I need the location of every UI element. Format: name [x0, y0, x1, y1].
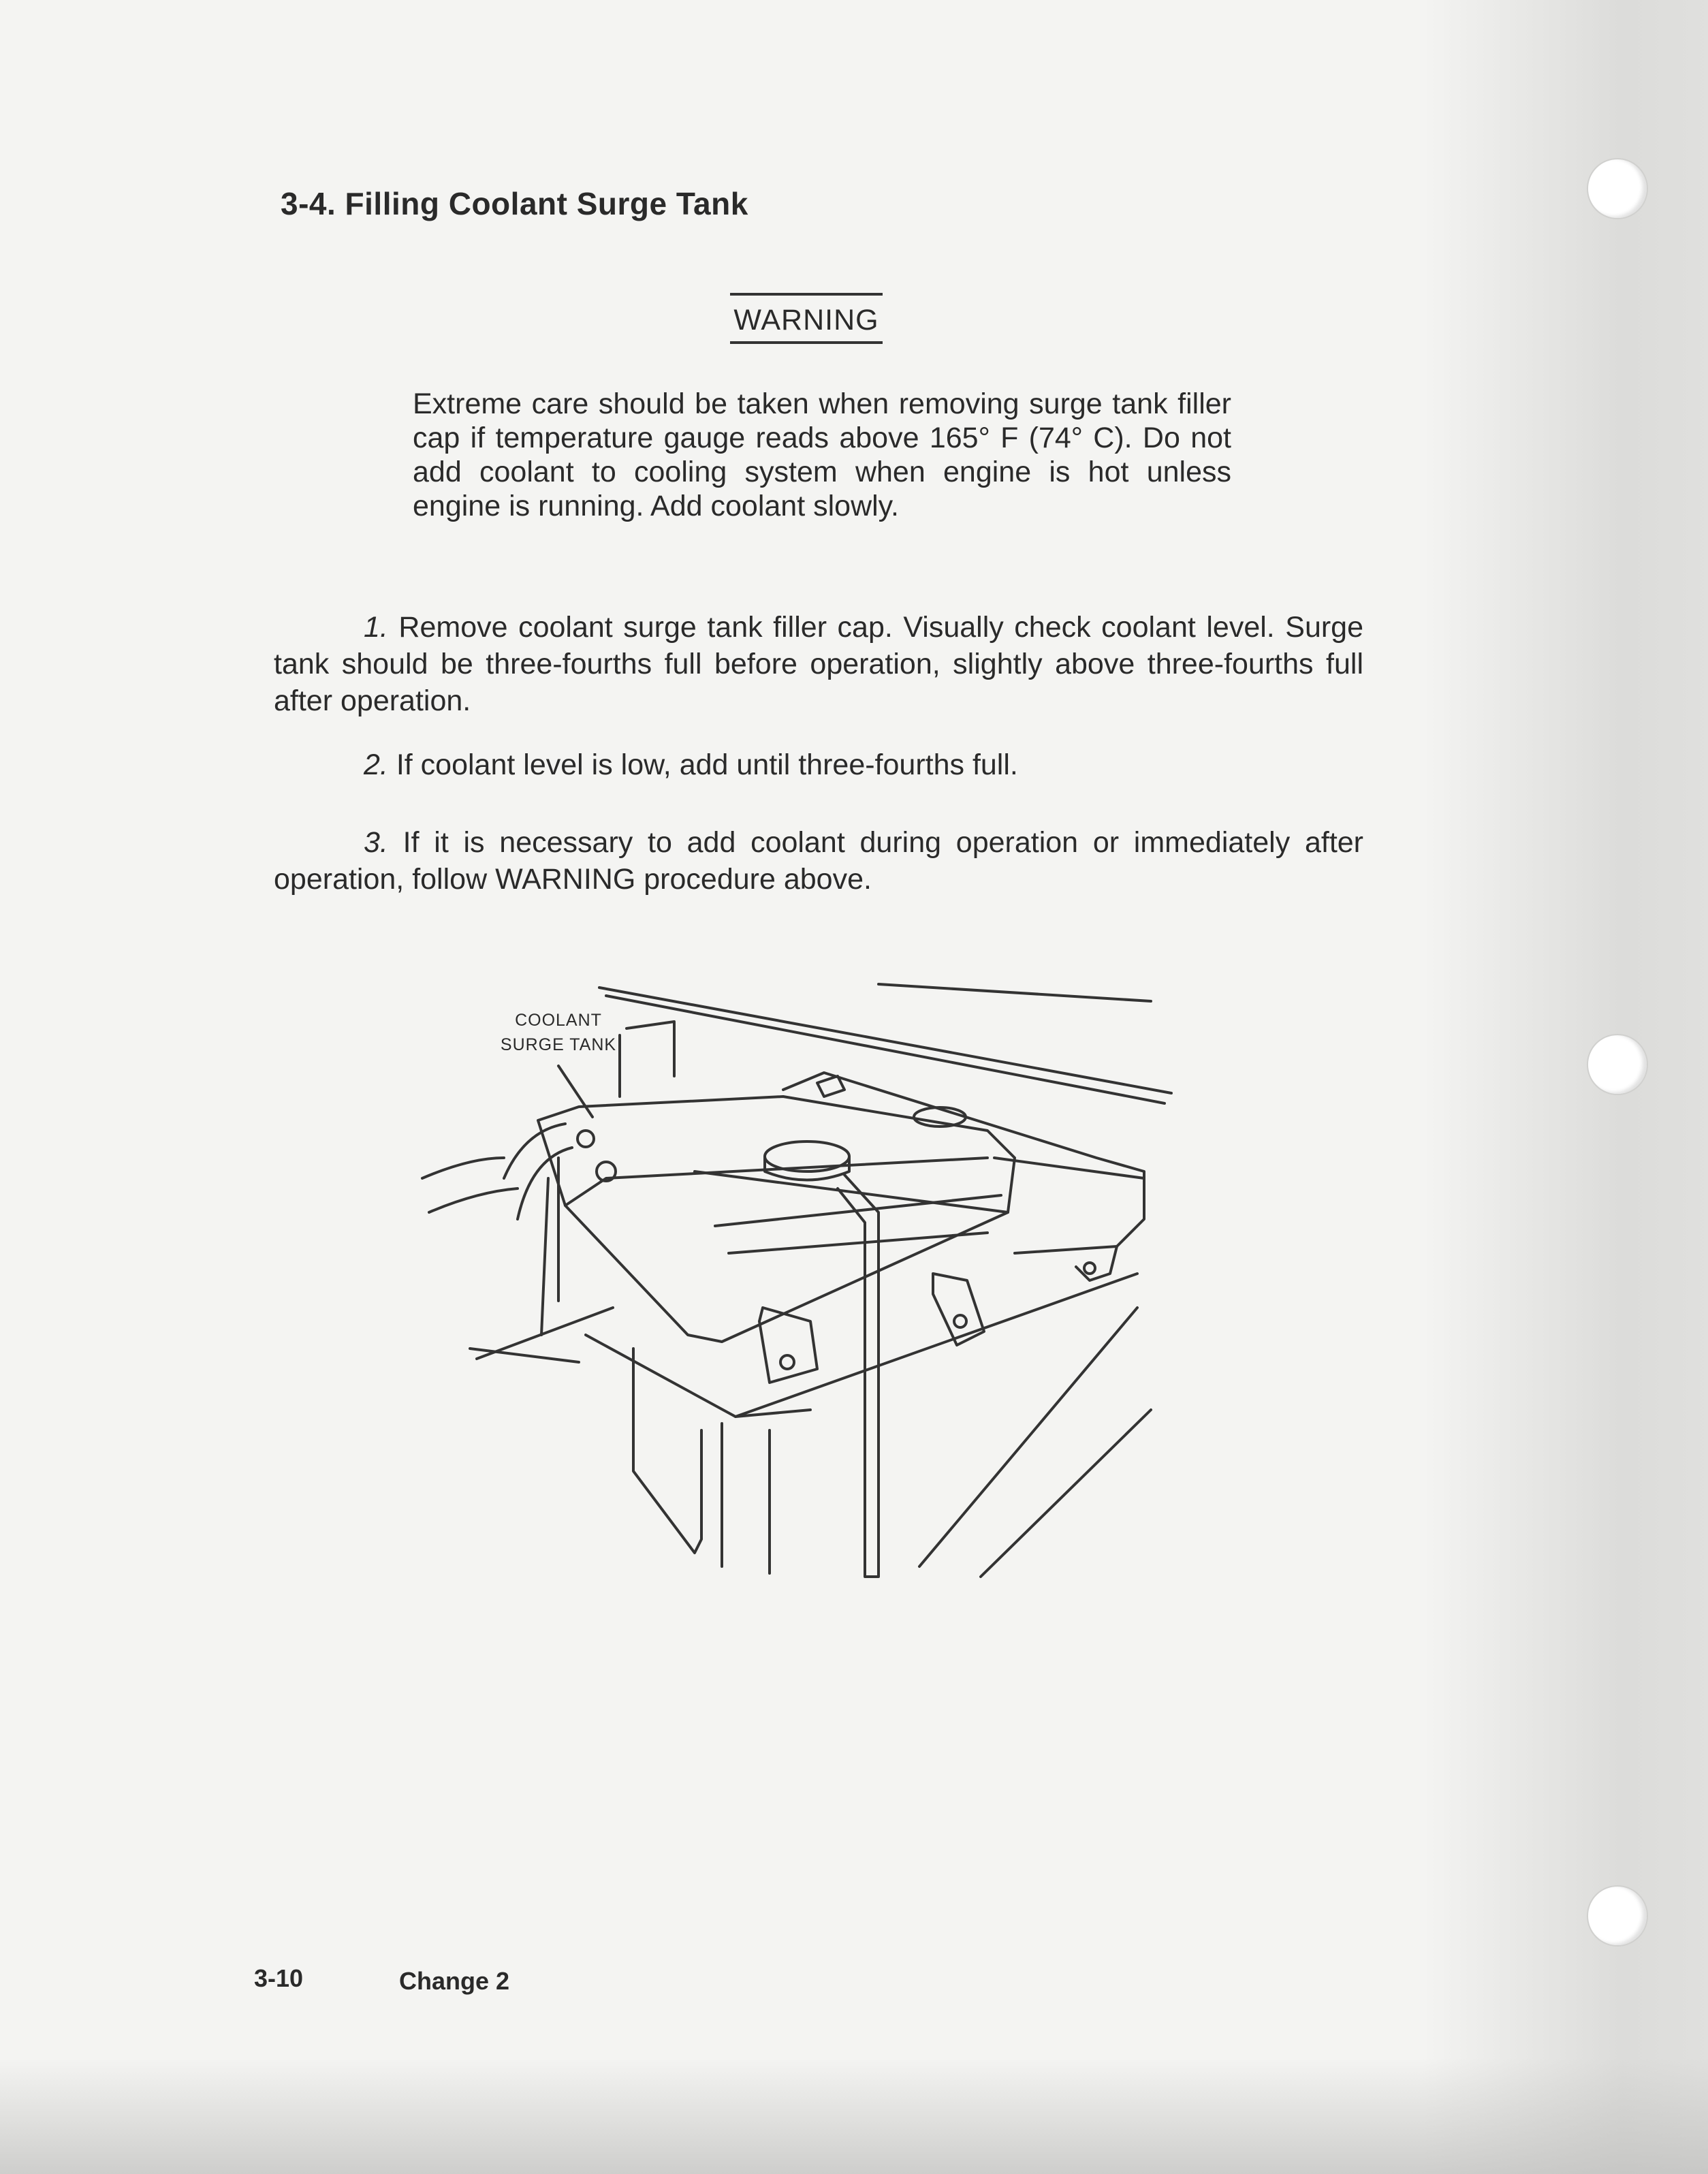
binder-hole-bottom	[1587, 1885, 1648, 1947]
reservoir-lid-edge	[994, 1158, 1144, 1178]
page-edge-shading	[1422, 0, 1708, 2174]
binder-hole-middle	[1587, 1034, 1648, 1095]
surge-tank-rib-2	[729, 1233, 987, 1253]
step-3-number: 3.	[364, 826, 388, 859]
tank-bracket-right	[933, 1274, 984, 1345]
section-title: 3-4. Filling Coolant Surge Tank	[281, 186, 748, 221]
reservoir-bolt	[1084, 1263, 1095, 1274]
bracket-bolt-front	[780, 1355, 794, 1369]
hood-edge-line	[599, 988, 1171, 1093]
page-number: 3-10	[254, 1964, 304, 1992]
warning-text: Extreme care should be taken when removing surge tank filler cap if temperature gauge reads above 165° F (74° C). Do not add coolant to cooling system when engine is hot unless engine is running. Add coolant slowly.	[413, 388, 1231, 522]
left-curve-2	[429, 1188, 518, 1212]
right-diagonal-2	[981, 1410, 1151, 1577]
hose-left-inner	[518, 1148, 572, 1219]
change-label: Change 2	[399, 1967, 510, 1995]
binder-hole-top	[1587, 158, 1648, 219]
step-2-text: If coolant level is low, add until three-fourths full.	[396, 749, 1018, 781]
hood-edge-line-inner	[606, 996, 1165, 1103]
right-diagonal-1	[919, 1308, 1137, 1566]
step-2-number: 2.	[364, 749, 388, 781]
reservoir-body	[783, 1073, 1144, 1253]
step-3-text: If it is necessary to add coolant during operation or immediately after operation, follow WARNING procedure above.	[274, 826, 1363, 896]
fitting-top	[817, 1076, 844, 1097]
tank-bracket-front	[759, 1308, 817, 1383]
step-3	[274, 824, 1363, 898]
callout-line-2: SURGE TANK	[500, 1035, 617, 1054]
fitting-1	[578, 1131, 594, 1147]
step-1-text: Remove coolant surge tank filler cap. Visually check coolant level. Surge tank should be three-fourths full before operation, slightly above three-fourths full after operation.	[274, 611, 1364, 717]
step-2	[274, 746, 1363, 783]
page-bottom-shading	[0, 2058, 1708, 2174]
bracket-bolt-right	[954, 1315, 966, 1327]
hood-rear-line	[879, 984, 1151, 1001]
surge-tank-rib	[715, 1195, 1001, 1226]
hose-left	[504, 1124, 565, 1178]
reservoir-bracket	[1076, 1246, 1117, 1280]
hose-down-2	[541, 1178, 548, 1335]
mounting-shelf	[586, 1274, 1137, 1417]
pipe-elbow	[627, 1022, 674, 1076]
warning-label: WARNING	[730, 293, 883, 344]
step-1	[274, 609, 1363, 719]
step-1-number: 1.	[364, 611, 388, 644]
left-curve-1	[422, 1158, 504, 1178]
callout-line-1: COOLANT	[515, 1011, 602, 1030]
coolant-surge-tank-illustration	[402, 954, 1178, 1594]
overflow-tube	[838, 1175, 879, 1577]
